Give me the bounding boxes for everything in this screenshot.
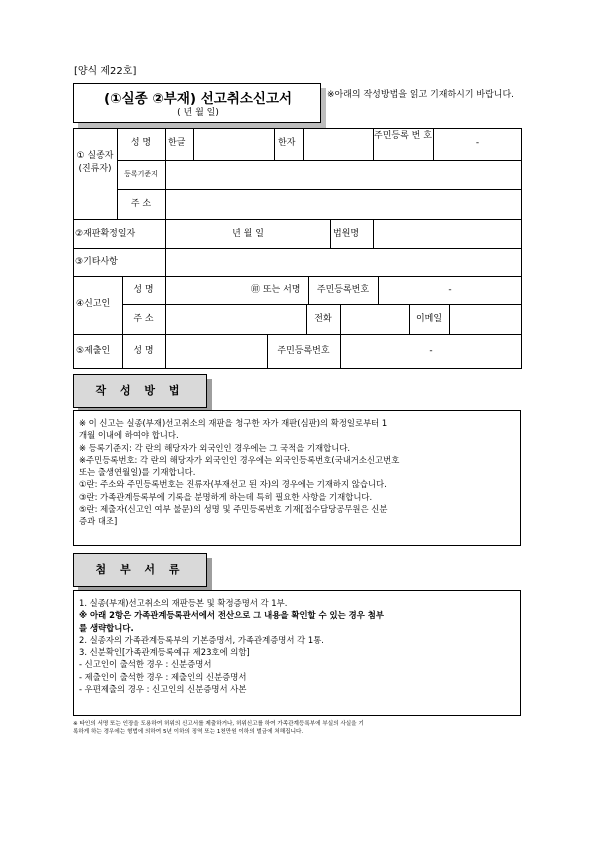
label-reporter: ④신고인 — [76, 299, 111, 309]
method-line: 개월 이내에 하여야 합니다. — [79, 430, 179, 441]
phone-field[interactable] — [341, 305, 408, 333]
seal-or-sign[interactable]: ㊞ 또는 서명 — [251, 285, 301, 295]
email-field[interactable] — [450, 305, 521, 333]
method-line: ※ 등록기준지: 각 란의 해당자가 외국인인 경우에는 그 국적을 기재합니다. — [79, 442, 351, 453]
method-box — [73, 410, 521, 546]
attach-line: 3. 신분확인[가족관계등록예규 제23호에 의함] — [79, 647, 250, 658]
form-title: (①실종 ②부재) 선고취소신고서 — [103, 91, 293, 107]
method-heading: 작 성 방 법 — [73, 374, 207, 408]
label-other: ③기타사항 — [75, 257, 118, 267]
label-resident-no3: 주민등록번호 — [277, 346, 330, 356]
attach-line: - 제출인이 출석한 경우 : 제출인의 신분증명서 — [79, 671, 247, 682]
label-address: 주 소 — [130, 199, 152, 209]
label-hanja: 한자 — [278, 138, 296, 148]
method-line: ①란: 주소와 주민등록번호는 진류자(부재선고 된 자)의 경우에는 기재하지 않습니다. — [79, 479, 387, 490]
attach-box — [73, 590, 521, 716]
attach-line: - 신고인이 출석한 경우 : 신분증명서 — [79, 659, 212, 670]
method-lines — [79, 417, 399, 528]
method-line: ⑤란: 제출자(신고인 여부 불문)의 성명 및 주민등록번호 기재[접수담당공무원은 신분 — [79, 504, 388, 515]
instruction-note: ※아래의 작성방법을 읽고 기재하시기 바랍니다. — [327, 90, 515, 100]
resident-no-field[interactable]: - — [475, 138, 480, 148]
other-field[interactable] — [166, 249, 521, 275]
method-line: ※주민등록번호: 각 란의 해당자가 외국인인 경우에는 외국인등록번호(국내거소신고번호 — [79, 454, 400, 465]
footer-line: ※ 타인의 서명 또는 인장을 도용하여 허위의 신고서를 제출하거나, 허위신고를 하여 가족관계등록부에 부실의 사실을 기 — [73, 721, 364, 727]
label-name: 성 명 — [130, 138, 152, 148]
form-number: [양식 제22호] — [74, 66, 137, 77]
label-hangul: 한글 — [168, 138, 186, 148]
submitter-resident-no-field[interactable]: - — [429, 346, 433, 356]
method-line: 또는 출생연월일)를 기재합니다. — [79, 467, 196, 478]
label-resident-no2: 주민등록번호 — [316, 285, 370, 295]
label-resident-no: 주민등록 번 호 — [374, 131, 432, 141]
attach-line-bold: ※ 아래 2항은 가족관계등록관서에서 전산으로 그 내용을 확인할 수 있는 경우 첨부 — [79, 610, 384, 621]
attach-line: 2. 실종자의 가족관계등록부의 기본증명서, 가족관계증명서 각 1통. — [79, 634, 324, 645]
label-phone: 전화 — [314, 314, 332, 324]
submitter-name-field[interactable] — [166, 335, 266, 367]
name-hanja-field[interactable] — [304, 130, 372, 158]
trial-date-field[interactable]: 년 월 일 — [232, 229, 264, 239]
date-line: ( 년 월 일) — [177, 108, 219, 118]
name-hangul-field[interactable] — [194, 130, 273, 158]
method-line: 증과 대조] — [79, 516, 118, 527]
footer-line: 록하게 하는 경우에는 형법에 의하여 5년 이하의 징역 또는 1천만원 이하의 벌금에 처해집니다. — [73, 729, 304, 735]
registry-base-field[interactable] — [166, 161, 521, 188]
address-field[interactable] — [166, 190, 521, 218]
court-field[interactable] — [374, 220, 521, 247]
title-box — [73, 83, 321, 123]
label-disappeared: ① 실종자 (진류자) — [76, 151, 114, 174]
label-trial-date: ②재판확정일자 — [75, 229, 136, 239]
attach-heading: 첨 부 서 류 — [73, 553, 207, 587]
attach-line: - 우편제출의 경우 : 신고인의 신분증명서 사본 — [79, 684, 247, 695]
method-line: ※ 이 신고는 실종(부재)선고취소의 재판을 청구한 자가 재판(심판)의 확정일로부터 1 — [79, 418, 388, 428]
label-email: 이메일 — [415, 314, 443, 324]
attach-line-bold: 를 생략합니다. — [79, 622, 134, 633]
label-submitter: ⑤제출인 — [76, 346, 111, 356]
attach-line: 1. 실종(부재)선고취소의 재판등본 및 확정증명서 각 1부. — [79, 598, 288, 608]
label-name2: 성 명 — [133, 285, 154, 295]
label-registry-base: 등록기준지 — [124, 170, 158, 178]
footer-warning — [73, 720, 523, 736]
attach-lines — [79, 597, 384, 695]
label-name3: 성 명 — [133, 346, 154, 356]
label-court: 법원명 — [333, 229, 360, 239]
reporter-address-field[interactable] — [166, 305, 305, 333]
reporter-resident-no-field[interactable]: - — [448, 285, 452, 295]
method-line: ③란: 가족관계등록부에 기록을 분명하게 하는데 특히 필요한 사항을 기재합니다. — [79, 491, 373, 502]
label-address2: 주 소 — [133, 314, 154, 324]
